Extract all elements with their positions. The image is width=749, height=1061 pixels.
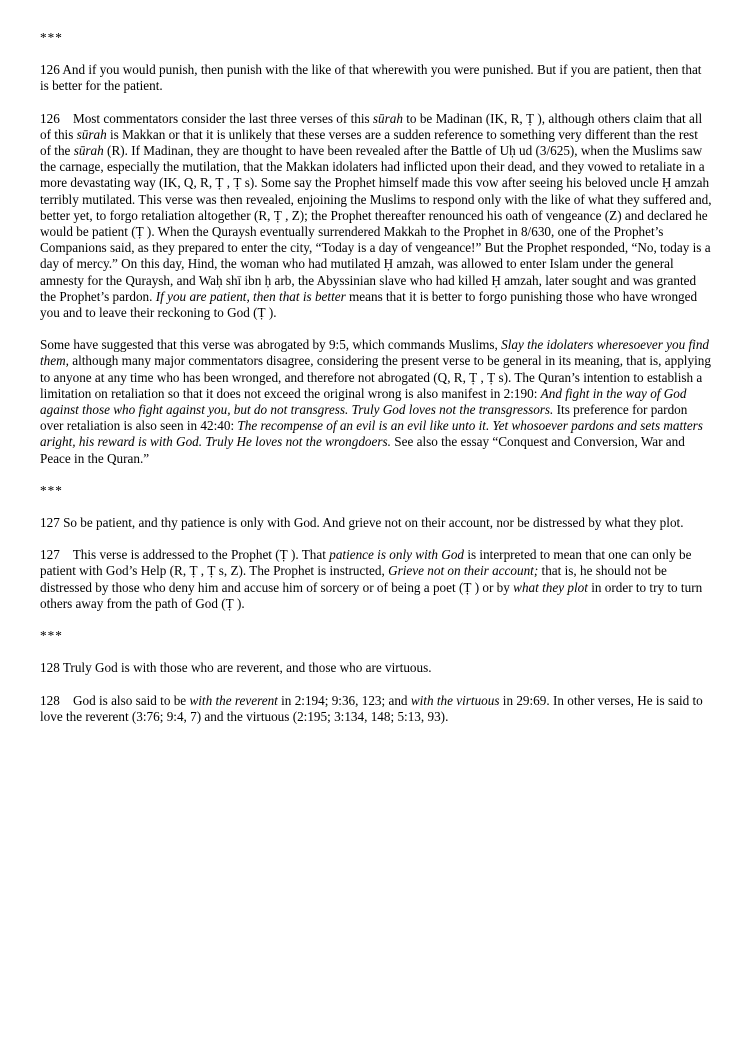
text-run: means that it is better to forgo punishing those who have wronged you and to leave their reckoning to God (Ṭ ). [40,288,701,321]
text-run: 126 And if you would punish, then punish with the like of that wherewith you were punished. But if you are patient, then that is better for the patient. [40,62,705,94]
italic-text-run: Slay the idolaters wheresoever you find them, [40,337,713,369]
text-run: 127 This verse is addressed to the Prophet (Ṭ ). That [40,547,330,563]
italic-text-run: with the virtuous [410,692,500,708]
text-run: 126 Most commentators consider the last three verses of this [40,110,373,126]
text-run: Some have suggested that this verse was abrogated by 9:5, which commands Muslims, [40,337,502,353]
text-run: *** [40,628,63,644]
text-run: in 29:69. In other verses, He is said to love the reverent (3:76; 9:4, 7) and the virtuous (2:195; 3:134, 148; 5:13, 93). [40,692,707,724]
italic-text-run: If you are patient, then that is better [155,288,346,304]
document-content [40,30,715,725]
text-run: is interpreted to mean that one can only be patient with God’s Help (R, Ṭ , Ṭ s, Z). The Prophet is instructed, [40,547,695,579]
text-run: in 2:194; 9:36, 123; and [277,692,411,708]
verse-text [40,515,712,531]
italic-text-run: sūrah [372,110,403,126]
italic-text-run: The recompense of an evil is an evil like unto it. Yet whosoever pardons and sets matters aright, his reward is with God. Truly He loves not the wrongdoers. [40,418,707,450]
commentary-paragraph [40,337,715,467]
italic-text-run: patience is only with God [329,547,465,563]
commentary-paragraph [40,110,715,322]
text-run: See also the essay “Conquest and Conversion, War and Peace in the Quran.” [40,434,689,466]
italic-text-run: what they plot [513,579,588,595]
section-separator [40,483,712,499]
text-run: 127 So be patient, and thy patience is only with God. And grieve not on their account, nor be distressed by what they plot. [40,515,684,531]
commentary-paragraph [40,547,712,612]
text-run: to be Madinan (IK, R, Ṭ ), although others claim that all of this [40,110,706,142]
section-separator [40,30,712,46]
italic-text-run: sūrah [76,126,107,142]
verse-text [40,62,712,94]
text-run: 128 God is also said to be [40,692,190,708]
section-separator [40,628,712,644]
text-run: although many major commentators disagree, considering the present verse to be general in its meaning, that is, applying to anyone at any time who has been wronged, and therefore not abrogated (Q, R, Ṭ , Ṭ s). The Quran’s intention to establish a limitation on retaliation so that it does not exceed the original wrong is also manifest in 2:190: [40,353,715,401]
text-run: 128 Truly God is with those who are reverent, and those who are virtuous. [40,660,432,676]
text-run: *** [40,30,63,45]
text-run: that is, he should not be distressed by those who deny him and accuse him of sorcery or of being a poet (Ṭ ) or by [40,563,671,595]
text-run: is Makkan or that it is unlikely that these verses are a sudden reference to something very different than the rest of the [40,126,702,159]
italic-text-run: And fight in the way of God against those who fight against you, but do not transgress. Truly God loves not the transgressors. [40,385,690,418]
text-run: Its preference for pardon over retaliation is also seen in 42:40: [40,402,691,434]
verse-text [40,660,712,676]
commentary-paragraph [40,693,712,725]
italic-text-run: sūrah [73,143,104,159]
text-run: in order to try to turn others away from the path of God (Ṭ ). [40,579,706,611]
italic-text-run: Grieve not on their account; [388,563,539,579]
text-run: *** [40,482,63,498]
text-run: (R). If Madinan, they are thought to have been revealed after the Battle of Uḥ ud (3/625), when the Muslims saw the carnage, especially the mutilation, that the Makkan idolaters had inflicted upon their dead, and they vowed to retaliate in a more devastating way (IK, Q, R, Ṭ , Ṭ s). Some say the Prophet himself made this vow after seeing his beloved uncle Ḥ amzah terribly mutilated. This verse was then revealed, enjoining the Muslims to respond only with the like of what they suffered and, better yet, to forgo retaliation altogether (R, Ṭ , Z); the Prophet thereafter renounced his oath of vengeance (Z) and declared he would be patient (Ṭ ). When the Quraysh eventually surrendered Makkah to the Prophet in 8/630, one of the Prophet’s Companions said, as they prepared to enter the city, “Today is a day of vengeance!” But the Prophet responded, “No, today is a day of mercy.” On this day, Hind, the woman who had mutilated Ḥ amzah, was allowed to enter Islam under the general amnesty for the Quraysh, and Waḥ shī ibn ḥ arb, the Abyssinian slave who had killed Ḥ amzah, later sought and was granted the Prophet’s pardon. [40,143,715,304]
italic-text-run: with the reverent [189,692,278,708]
